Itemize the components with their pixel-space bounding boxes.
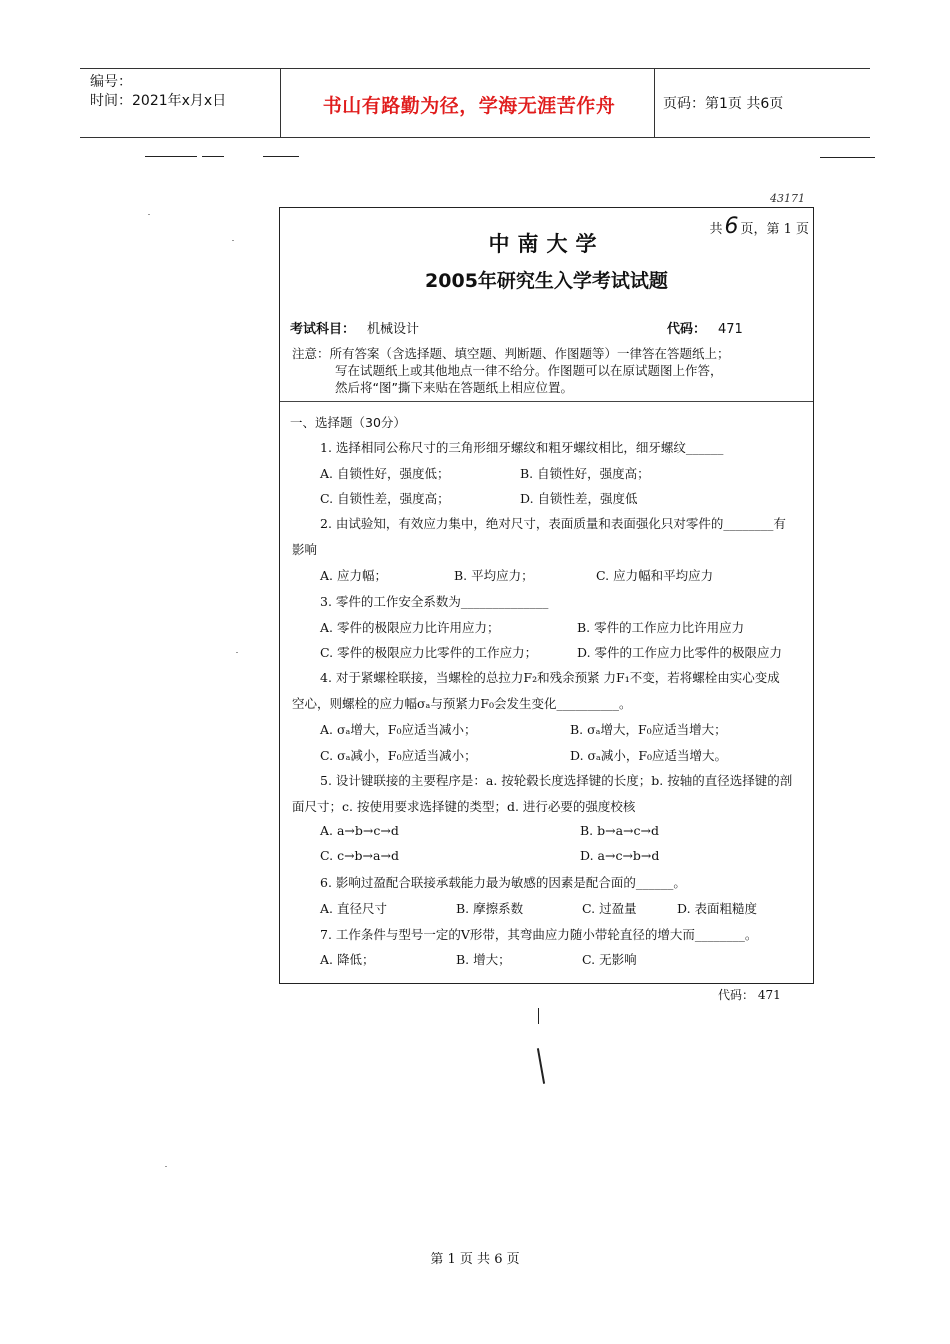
scan-speck: [232, 240, 234, 241]
scan-speck: [165, 1166, 167, 1167]
question-option: B. b→a→c→d: [580, 823, 660, 838]
question-option: B. 增大；: [456, 952, 511, 967]
question-stem: 影响: [292, 542, 318, 557]
section-title: 一、选择题（30分）: [290, 415, 406, 430]
scan-dash: [145, 156, 197, 157]
scan-mark: [537, 1048, 545, 1084]
question-option: A. 降低；: [320, 952, 375, 967]
exam-notice: [292, 345, 730, 396]
question-stem: 空心，则螺栓的应力幅σₐ与预紧力F₀会发生变化__________。: [292, 696, 632, 711]
question-option: B. 摩擦系数: [456, 901, 524, 916]
footer-page-number: 第 1 页 共 6 页: [430, 1252, 520, 1267]
question-stem: 4. 对于紧螺栓联接，当螺栓的总拉力F₂和残余预紧 力F₁不变，若将螺栓由实心变成: [320, 670, 780, 685]
question-option: A. σₐ增大，F₀应适当减小；: [320, 722, 477, 737]
question-option: D. a→c→b→d: [580, 848, 660, 863]
question-stem: 6. 影响过盈配合联接承载能力最为敏感的因素是配合面的______。: [320, 875, 686, 890]
time-label: 时间：2021年x月x日: [90, 93, 227, 109]
corner-code: 43171: [770, 192, 805, 205]
code-value: 471: [718, 322, 743, 337]
scan-dash: [820, 157, 875, 158]
question-stem: 2. 由试验知，有效应力集中，绝对尺寸，表面质量和表面强化只对零件的________有: [320, 516, 786, 531]
document-header: [80, 68, 870, 138]
question-option: C. 应力幅和平均应力: [596, 568, 714, 583]
header-divider: [280, 69, 281, 137]
question-option: B. 零件的工作应力比许用应力: [577, 620, 745, 635]
exam-title: 2005年研究生入学考试试题: [425, 270, 668, 292]
question-option: B. 自锁性好，强度高；: [520, 466, 650, 481]
scan-speck: [148, 214, 150, 215]
question-option: A. 自锁性好，强度低；: [320, 466, 450, 481]
page-total-handwritten: 6: [724, 214, 739, 239]
header-page-info: 页码：第1页 共6页: [663, 96, 784, 112]
question-stem: 5. 设计键联接的主要程序是：a. 按轮毂长度选择键的长度；b. 按轴的直径选择键的剖: [320, 773, 793, 788]
question-option: A. 零件的极限应力比许用应力；: [320, 620, 500, 635]
notice-line: 写在试题纸上或其他地点一律不给分。作图题可以在原试题图上作答，: [335, 363, 723, 378]
question-stem: 1. 选择相同公称尺寸的三角形细牙螺纹和粗牙螺纹相比，细牙螺纹______: [320, 440, 724, 455]
code-label: 代码：: [667, 322, 707, 337]
section-divider: [280, 401, 813, 402]
scan-speck: [236, 652, 238, 653]
notice-line: 然后将“图”撕下来贴在答题纸上相应位置。: [335, 380, 573, 395]
question-option: C. 过盈量: [582, 901, 637, 916]
page-total-suffix: 页，第 1 页: [740, 222, 809, 237]
code-line: [667, 318, 743, 337]
scan-mark: [538, 1008, 539, 1024]
scan-dash: [263, 156, 299, 157]
scan-dash: [202, 156, 224, 157]
page-total-prefix: 共: [709, 222, 723, 237]
question-option: A. a→b→c→d: [320, 823, 399, 838]
question-stem: 面尺寸；c. 按使用要求选择键的类型；d. 进行必要的强度校核: [292, 799, 636, 814]
question-option: A. 直径尺寸: [320, 901, 387, 916]
motto: 书山有路勤为径，学海无涯苦作舟: [322, 95, 616, 117]
header-meta: [90, 73, 226, 111]
number-label: 编号：: [90, 74, 132, 90]
question-option: C. 无影响: [582, 952, 637, 967]
question-option: D. σₐ减小，F₀应适当增大。: [570, 748, 728, 763]
question-stem: 7. 工作条件与型号一定的V形带，其弯曲应力随小带轮直径的增大而________。: [320, 927, 758, 942]
question-option: B. σₐ增大，F₀应适当增大；: [570, 722, 727, 737]
question-option: C. c→b→a→d: [320, 848, 399, 863]
question-option: C. 自锁性差，强度高；: [320, 491, 450, 506]
bottom-code: 代码： 471: [718, 988, 781, 1002]
question-stem: 3. 零件的工作安全系数为______________: [320, 594, 549, 609]
question-option: A. 应力幅；: [320, 568, 387, 583]
subject-value: 机械设计: [367, 322, 420, 337]
subject-line: [290, 318, 419, 337]
question-option: C. 零件的极限应力比零件的工作应力；: [320, 645, 538, 660]
university-name: 中南大学: [488, 232, 605, 256]
notice-line: 注意：所有答案（含选择题、填空题、判断题、作图题等）一律答在答题纸上；: [292, 346, 730, 361]
exam-sheet: [279, 207, 814, 984]
subject-label: 考试科目：: [290, 322, 356, 337]
question-option: C. σₐ减小，F₀应适当减小；: [320, 748, 477, 763]
question-option: D. 自锁性差，强度低: [520, 491, 638, 506]
question-option: D. 表面粗糙度: [677, 901, 758, 916]
question-option: B. 平均应力；: [454, 568, 534, 583]
question-option: D. 零件的工作应力比零件的极限应力: [577, 645, 783, 660]
